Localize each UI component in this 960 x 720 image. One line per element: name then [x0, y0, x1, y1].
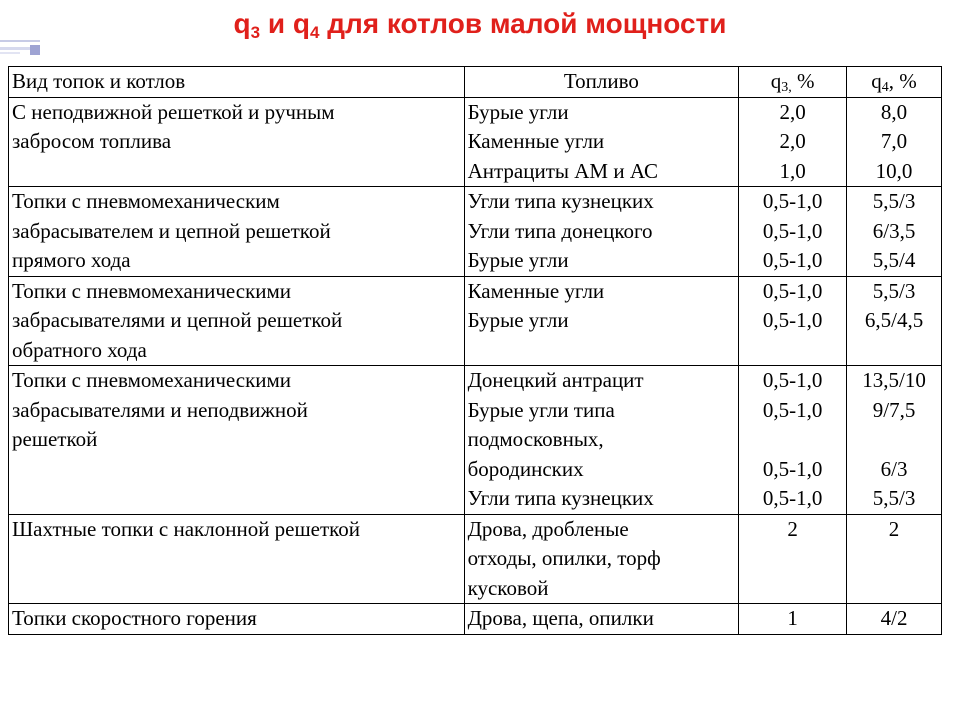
- cell-line: забрасывателем и цепной решеткой: [12, 218, 331, 243]
- cell-line: 0,5-1,0: [762, 456, 823, 481]
- cell-line: кусковой: [467, 575, 549, 600]
- header-row: [9, 67, 942, 98]
- cell-line: Бурые угли: [467, 99, 569, 124]
- cell-fuel: [464, 97, 739, 187]
- cell-line: Дрова, дробленые: [467, 516, 629, 541]
- cell-q4: [847, 514, 942, 604]
- cell-q3: [739, 366, 847, 515]
- cell-line: Топки с пневмомеханическими: [12, 278, 292, 303]
- cell-line: 5,5/4: [872, 248, 916, 272]
- cell-line: бородинских: [467, 456, 584, 481]
- cell-q3: [739, 97, 847, 187]
- cell-line: 0,5-1,0: [762, 218, 823, 243]
- cell-line: 5,5/3: [872, 189, 916, 213]
- cell-line: подмосковных,: [467, 427, 604, 451]
- cell-line: 2,0: [779, 99, 806, 124]
- cell-line: С неподвижной решеткой и ручным: [12, 99, 335, 124]
- header-q3: $q_{3,}$ %: [739, 67, 847, 98]
- cell-line: 0,5-1,0: [762, 308, 823, 332]
- cell-furnace-type: [9, 187, 465, 277]
- cell-q4: [847, 366, 942, 515]
- cell-line: Угли типа кузнецких: [467, 189, 654, 213]
- header-fuel: Топливо: [464, 67, 739, 98]
- cell-fuel: [464, 276, 739, 366]
- cell-line: 5,5/3: [872, 278, 916, 303]
- cell-line: Топки скоростного горения: [12, 606, 257, 630]
- cell-line: Донецкий антрацит: [467, 368, 644, 392]
- cell-line: Угли типа кузнецких: [467, 486, 654, 510]
- cell-q4: [847, 604, 942, 635]
- cell-furnace-type: [9, 97, 465, 187]
- cell-q3: [739, 514, 847, 604]
- cell-line: 1,0: [779, 158, 806, 183]
- cell-q4: [847, 276, 942, 366]
- cell-line: обратного хода: [12, 337, 147, 362]
- slide-title: $q_3$ и $q_4$ для котлов малой мощности: [233, 8, 727, 42]
- cell-q3: [739, 187, 847, 277]
- cell-line: Топки с пневмомеханическими: [12, 368, 292, 392]
- loss-table: [8, 66, 942, 635]
- cell-line: 1: [787, 606, 798, 630]
- cell-line: 0,5-1,0: [762, 248, 823, 272]
- cell-line: Шахтные топки с наклонной решеткой: [12, 516, 361, 541]
- cell-line: Каменные угли: [467, 129, 605, 153]
- cell-line: отходы, опилки, торф: [467, 546, 661, 570]
- table-row: [9, 187, 942, 277]
- cell-line: Бурые угли: [467, 308, 569, 332]
- header-q4: $q_4$, %: [847, 67, 942, 98]
- cell-line: решеткой: [12, 427, 98, 451]
- cell-line: 6/3,5: [872, 218, 916, 243]
- cell-furnace-type: [9, 514, 465, 604]
- cell-fuel: [464, 604, 739, 635]
- cell-fuel: [464, 187, 739, 277]
- cell-line: 8,0: [880, 99, 908, 124]
- cell-line: Топки с пневмомеханическим: [12, 189, 280, 213]
- cell-line: [742, 425, 843, 455]
- cell-line: 9/7,5: [872, 397, 916, 422]
- table-row: [9, 276, 942, 366]
- cell-fuel: [464, 366, 739, 515]
- cell-line: 0,5-1,0: [762, 486, 823, 510]
- cell-line: 0,5-1,0: [762, 368, 823, 392]
- cell-line: 2: [888, 516, 900, 541]
- cell-line: 13,5/10: [862, 368, 926, 392]
- cell-line: Дрова, щепа, опилки: [467, 606, 654, 630]
- cell-q4: [847, 97, 942, 187]
- cell-line: Антрациты АМ и АС: [467, 158, 658, 183]
- cell-line: 10,0: [875, 158, 913, 183]
- cell-line: 0,5-1,0: [762, 189, 823, 213]
- table-row: [9, 514, 942, 604]
- table-row: [9, 604, 942, 635]
- cell-line: [850, 425, 938, 455]
- table-row: [9, 97, 942, 187]
- cell-line: 0,5-1,0: [762, 278, 823, 303]
- cell-line: Каменные угли: [467, 278, 605, 303]
- cell-line: 2: [787, 516, 798, 541]
- cell-q3: [739, 604, 847, 635]
- cell-line: Угли типа донецкого: [467, 218, 653, 243]
- cell-furnace-type: [9, 276, 465, 366]
- cell-line: забрасывателями и цепной решеткой: [12, 308, 343, 332]
- cell-line: 6,5/4,5: [864, 308, 924, 332]
- table-row: [9, 366, 942, 515]
- header-furnace-type: Вид топок и котлов: [9, 67, 465, 98]
- cell-furnace-type: [9, 604, 465, 635]
- cell-line: 5,5/3: [872, 486, 916, 510]
- cell-line: забрасывателями и неподвижной: [12, 397, 308, 422]
- cell-line: 7,0: [880, 129, 908, 153]
- cell-q4: [847, 187, 942, 277]
- cell-line: 6/3: [880, 456, 908, 481]
- cell-line: Бурые угли типа: [467, 397, 615, 422]
- cell-line: Бурые угли: [467, 248, 569, 272]
- cell-q3: [739, 276, 847, 366]
- cell-line: забросом топлива: [12, 129, 172, 153]
- cell-line: 0,5-1,0: [762, 397, 823, 422]
- cell-line: 4/2: [880, 606, 908, 630]
- cell-line: 2,0: [779, 129, 806, 153]
- cell-fuel: [464, 514, 739, 604]
- cell-line: прямого хода: [12, 248, 131, 272]
- cell-furnace-type: [9, 366, 465, 515]
